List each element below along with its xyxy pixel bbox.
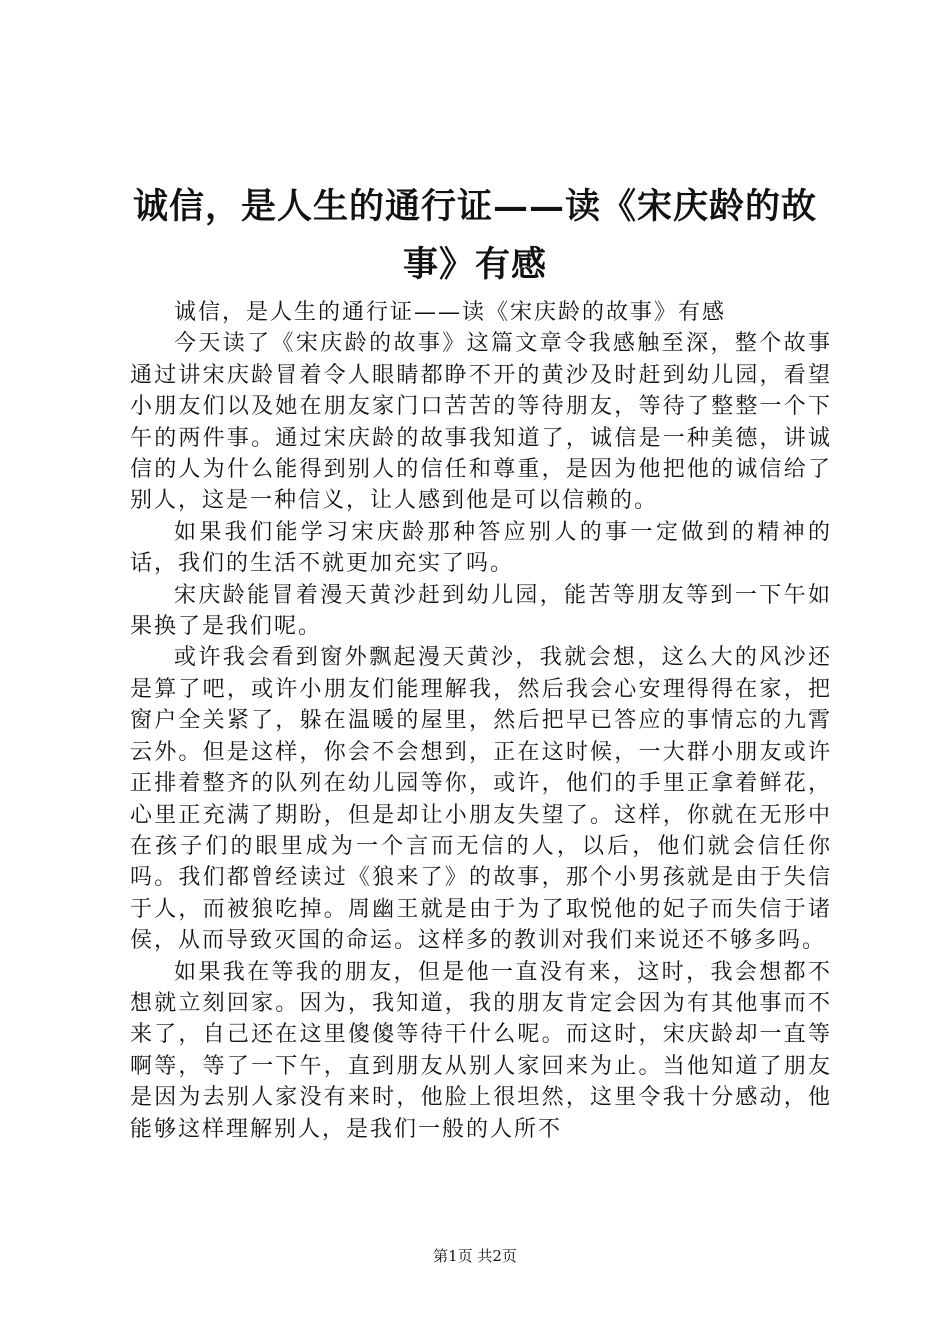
body-paragraph: 宋庆龄能冒着漫天黄沙赶到幼儿园，能苦等朋友等到一下午如果换了是我们呢。 [130,582,832,640]
body-paragraph: 如果我们能学习宋庆龄那种答应别人的事一定做到的精神的话，我们的生活不就更加充实了吗。 [130,519,832,577]
body-paragraph: 如果我在等我的朋友，但是他一直没有来，这时，我会想都不想就立刻回家。因为，我知道，我的朋友肯定会因为有其他事而不来了，自己还在这里傻傻等待干什么呢。而这时，宋庆龄却一直等啊等，等了一下午，直到朋友从别人家回来为止。当他知道了朋友是因为去别人家没有来时，他脸上很坦然，这里令我十分感动，他能够这样理解别人，是我们一般的人所不 [130,959,832,1142]
body-paragraph: 今天读了《宋庆龄的故事》这篇文章令我感触至深，整个故事通过讲宋庆龄冒着令人眼睛都睁不开的黄沙及时赶到幼儿园，看望小朋友们以及她在朋友家门口苦苦的等待朋友，等待了整整一个下午的两件事。通过宋庆龄的故事我知道了，诚信是一种美德，讲诚信的人为什么能得到别人的信任和尊重，是因为他把他的诚信给了别人，这是一种信义，让人感到他是可以信赖的。 [130,331,832,514]
document-body [130,297,832,1145]
subtitle-paragraph: 诚信，是人生的通行证——读《宋庆龄的故事》有感 [174,300,727,325]
page-number-footer: 第1页 共2页 [433,1247,517,1265]
document-title: 诚信，是人生的通行证——读《宋庆龄的故事》有感 [132,186,817,285]
body-paragraph: 或许我会看到窗外飘起漫天黄沙，我就会想，这么大的风沙还是算了吧，或许小朋友们能理解我，然后我会心安理得得在家，把窗户全关紧了，躲在温暖的屋里，然后把早已答应的事情忘的九霄云外。但是这样，你会不会想到，正在这时候，一大群小朋友或许正排着整齐的队列在幼儿园等你，或许，他们的手里正拿着鲜花，心里正充满了期盼，但是却让小朋友失望了。这样，你就在无形中在孩子们的眼里成为一个言而无信的人，以后，他们就会信任你吗。我们都曾经读过《狼来了》的故事，那个小男孩就是由于失信于人，而被狼吃掉。周幽王就是由于为了取悦他的妃子而失信于诸侯，从而导致灭国的命运。这样多的教训对我们来说还不够多吗。 [130,645,832,954]
